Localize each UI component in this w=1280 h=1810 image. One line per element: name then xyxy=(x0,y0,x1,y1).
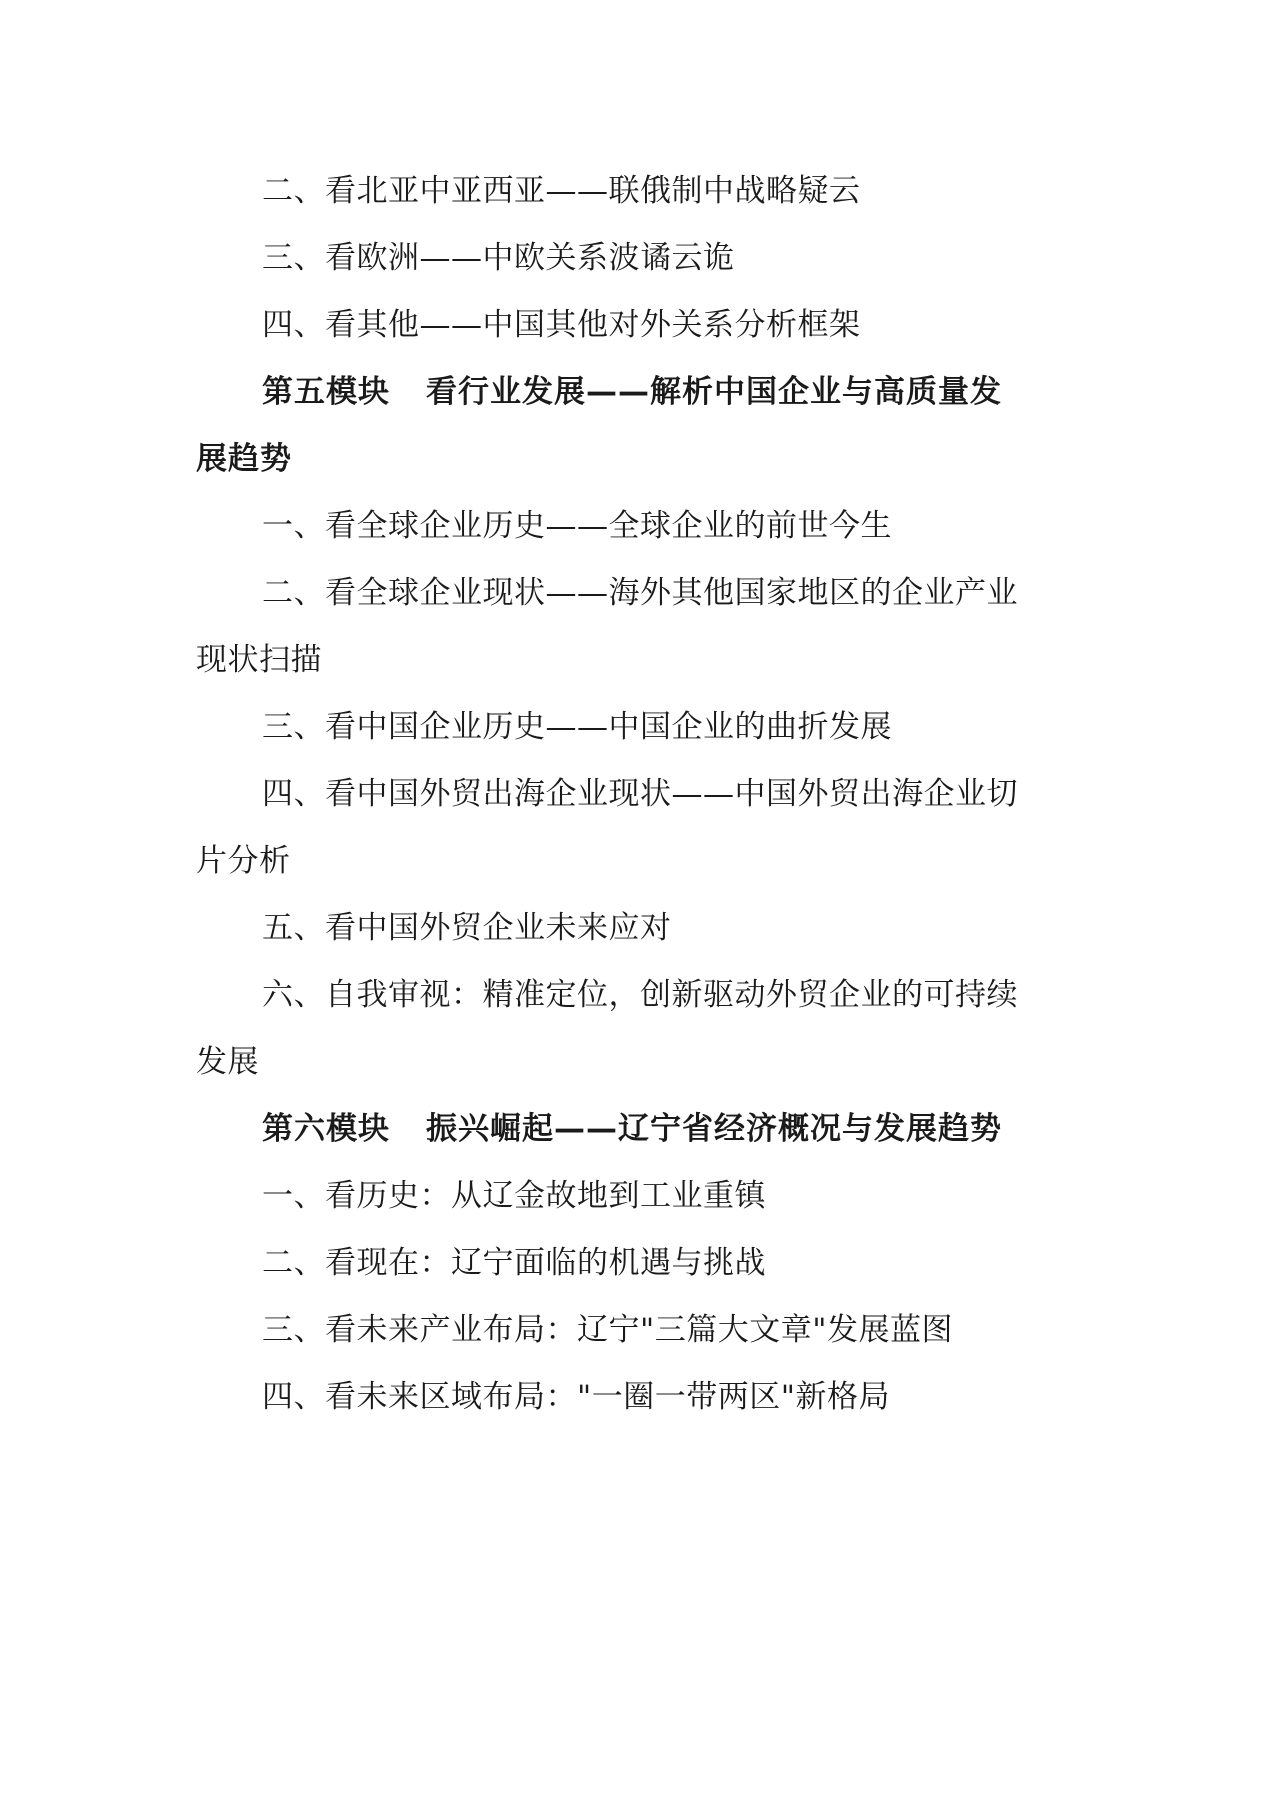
toc-item-europe: 三、看欧洲——中欧关系波谲云诡 xyxy=(262,240,735,276)
toc-item-china-export-enterprise-status: 四、看中国外贸出海企业现状——中国外贸出海企业切 xyxy=(262,776,1018,812)
module-5-label: 第五模块 xyxy=(262,374,390,410)
module-5-heading-continued: 展趋势 xyxy=(196,441,292,477)
toc-item-future-response: 五、看中国外贸企业未来应对 xyxy=(262,910,672,946)
document-page xyxy=(196,158,1086,1431)
toc-item-global-enterprise-history: 一、看全球企业历史——全球企业的前世今生 xyxy=(262,508,892,544)
toc-item-others: 四、看其他——中国其他对外关系分析框架 xyxy=(262,307,861,343)
module-6-title: 振兴崛起——辽宁省经济概况与发展趋势 xyxy=(426,1111,1002,1147)
toc-item-self-review: 六、自我审视：精准定位，创新驱动外贸企业的可持续 xyxy=(262,977,1018,1013)
module-6-label: 第六模块 xyxy=(262,1111,390,1147)
module-5-heading xyxy=(196,359,1086,426)
module-5-title: 看行业发展——解析中国企业与高质量发 xyxy=(426,374,1002,410)
toc-item-liaoning-regional-layout: 四、看未来区域布局："一圈一带两区"新格局 xyxy=(262,1379,891,1415)
toc-item-liaoning-present: 二、看现在：辽宁面临的机遇与挑战 xyxy=(262,1245,766,1281)
toc-item-global-enterprise-status: 二、看全球企业现状——海外其他国家地区的企业产业 xyxy=(262,575,1018,611)
toc-item-china-enterprise-history: 三、看中国企业历史——中国企业的曲折发展 xyxy=(262,709,892,745)
toc-item-self-review-continued: 发展 xyxy=(196,1044,259,1080)
toc-item-north-central-west-asia: 二、看北亚中亚西亚——联俄制中战略疑云 xyxy=(262,173,861,209)
toc-item-china-export-enterprise-status-continued: 片分析 xyxy=(196,843,291,879)
toc-item-liaoning-industry-layout: 三、看未来产业布局：辽宁"三篇大文章"发展蓝图 xyxy=(262,1312,954,1348)
module-6-heading xyxy=(196,1096,1086,1163)
toc-item-global-enterprise-status-continued: 现状扫描 xyxy=(196,642,322,678)
toc-item-liaoning-history: 一、看历史：从辽金故地到工业重镇 xyxy=(262,1178,766,1214)
